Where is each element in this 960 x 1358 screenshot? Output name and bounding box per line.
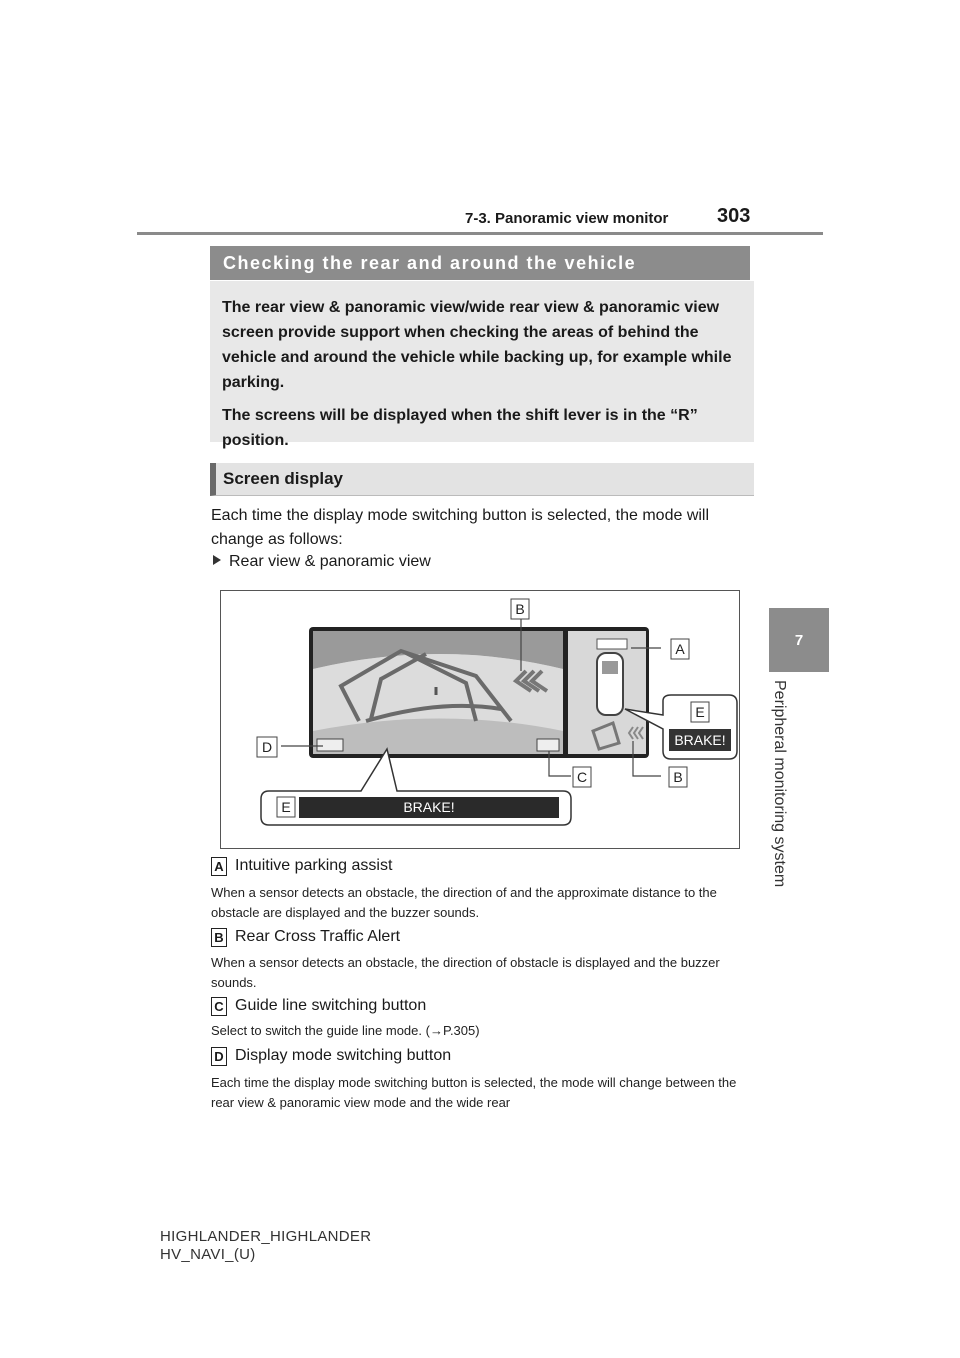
item-c-desc-suffix: ) [475,1023,480,1038]
vehicle-windshield [602,661,618,674]
item-d-heading [211,1047,451,1066]
item-d-description: Each time the display mode switching button is selected, the mode will change between the rear view & panoramic view mode and the wide rear [211,1075,737,1110]
callout-c: C [576,769,588,785]
item-b-badge: B [211,928,227,947]
page-ref-arrow-icon: → [429,1023,443,1038]
item-c-description [211,1021,751,1041]
intro-text: Each time the display mode switching button is selected, the mode will change as follows: [211,507,710,548]
callout-b-top: B [515,601,525,617]
chapter-side-label [760,680,800,920]
summary-paragraph-2: The screens will be displayed when the shift lever is in the “R” position. [222,407,698,449]
header-rule [137,232,823,235]
section-title: 7-3. Panoramic view monitor [465,210,669,227]
screen-illustration-svg [221,591,741,850]
footer-line-2: HV_NAVI_(U) [160,1246,256,1263]
chapter-tab: 7 [769,608,829,672]
section-banner: Checking the rear and around the vehicle [210,246,750,280]
triangle-bullet-icon [213,555,221,565]
screen-display-heading: Screen display [210,463,754,496]
summary-box [210,281,754,449]
page-reference-link[interactable]: P.305 [442,1023,476,1038]
item-c-title: Guide line switching button [235,997,427,1014]
chapter-title: Peripheral monitoring system [771,680,788,888]
summary-paragraph-1: The rear view & panoramic view/wide rear view & panoramic view screen provide support when checking the areas of behind the vehicle and around the vehicle while backing up, for example while parking. [222,299,732,391]
mode-bullet [213,553,431,571]
footer-line-1: HIGHLANDER_HIGHLANDER [160,1228,372,1245]
item-c-heading [211,997,426,1016]
item-a-title: Intuitive parking assist [235,857,393,874]
item-d-title: Display mode switching button [235,1047,452,1064]
item-b-heading [211,928,400,947]
brake-label-bottom: BRAKE! [403,799,455,815]
item-c-desc-prefix: Select to switch the guide line mode. ( [211,1023,430,1038]
footer [160,1228,371,1264]
item-b-description: When a sensor detects an obstacle, the direction of obstacle is displayed and the buzzer sounds. [211,955,720,990]
display-mode-button[interactable] [317,739,343,751]
item-d-badge: D [211,1047,227,1066]
screen-illustration [220,590,740,849]
page-number: 303 [717,205,751,227]
item-a-badge: A [211,857,227,876]
guide-line-button[interactable] [537,739,559,751]
item-c-badge: C [211,997,227,1016]
item-a-heading [211,857,392,876]
callout-d: D [261,739,273,755]
callout-b-bottom: B [673,769,683,785]
brake-label-right: BRAKE! [674,732,726,748]
callout-e-right: E [695,704,705,720]
item-a-description: When a sensor detects an obstacle, the direction of and the approximate distance to the obstacle are displayed and the buzzer sounds. [211,885,717,920]
mode-bullet-label: Rear view & panoramic view [229,553,431,570]
callout-a: A [675,641,685,657]
parking-assist-indicator [597,639,627,649]
callout-e-bottom: E [281,799,291,815]
item-b-title: Rear Cross Traffic Alert [235,928,401,945]
